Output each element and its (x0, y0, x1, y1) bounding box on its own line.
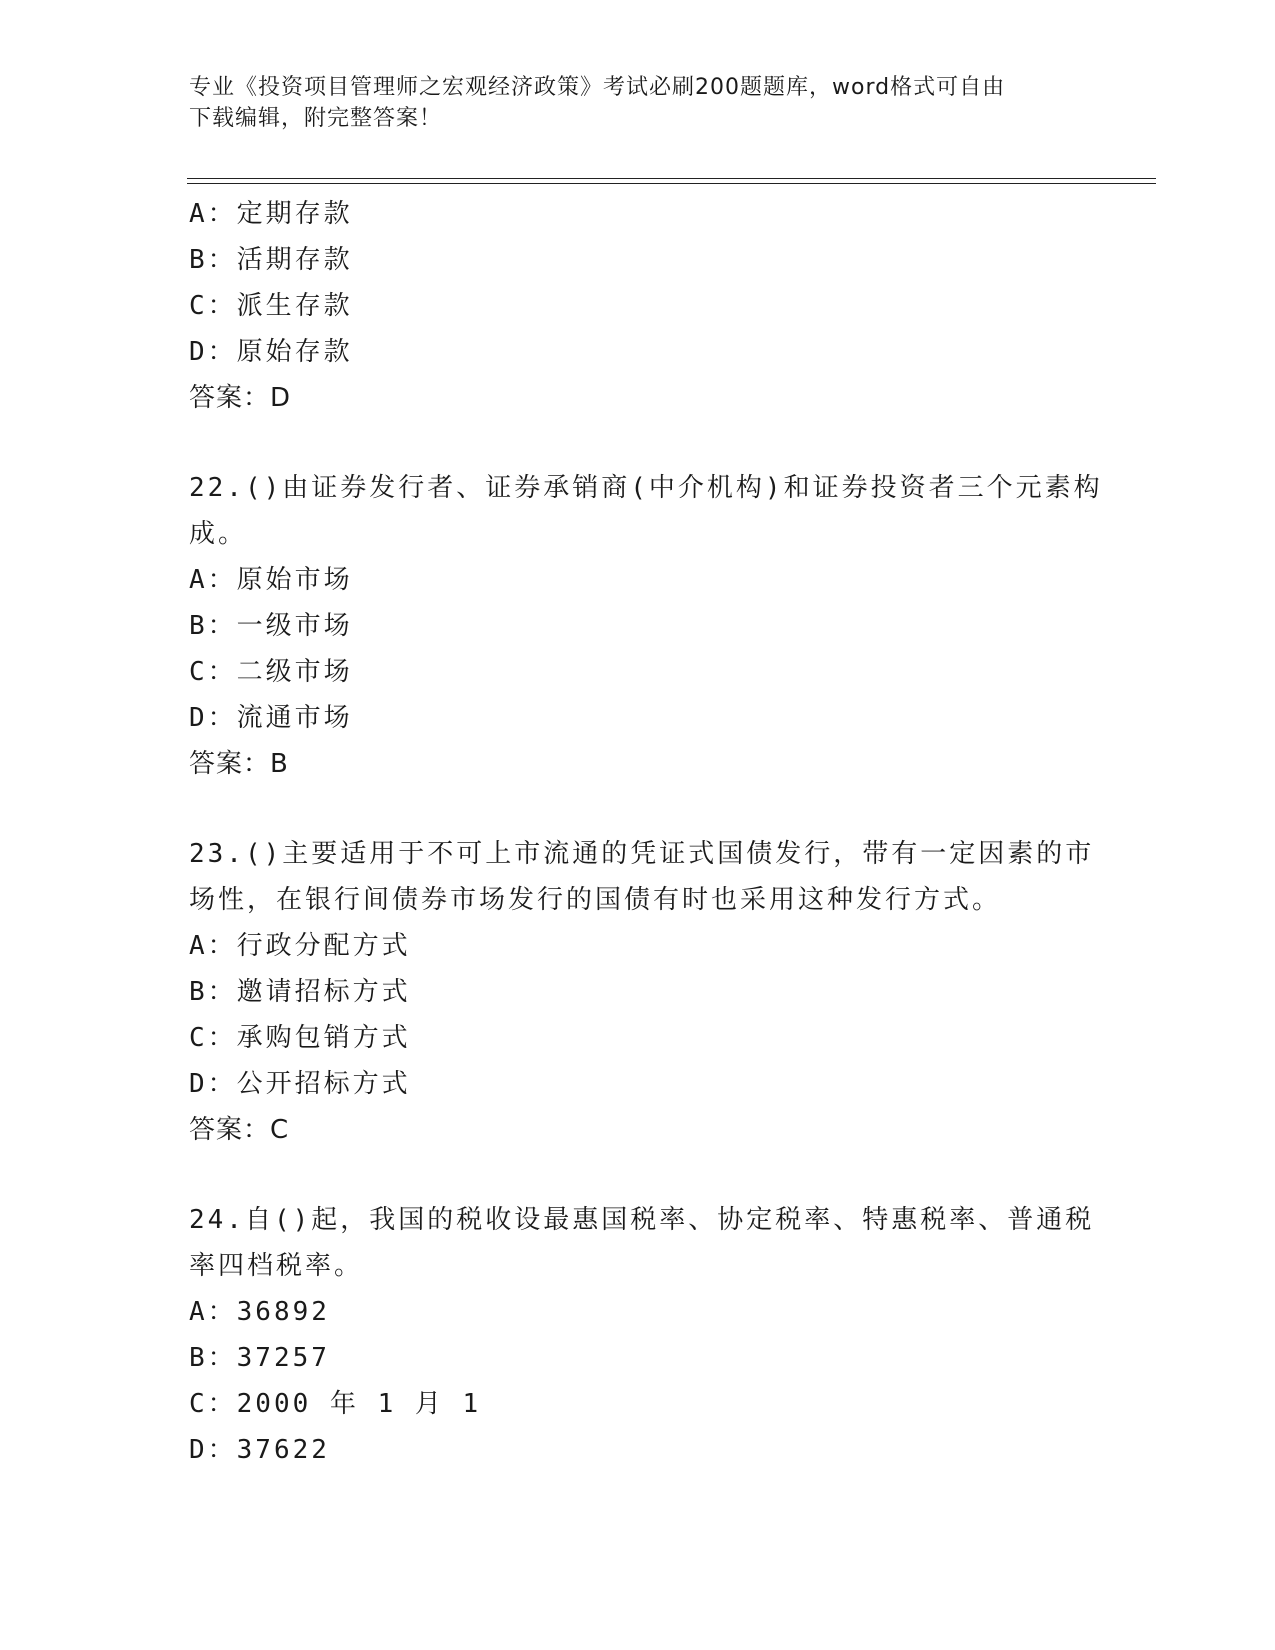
header-divider-top (187, 178, 1156, 179)
answer: 答案：B (189, 749, 289, 779)
option-d: D：公开招标方式 (189, 1069, 411, 1099)
option-d: D：流通市场 (189, 703, 353, 733)
option-d: D：37622 (189, 1435, 330, 1465)
question-21 (189, 191, 1089, 421)
question-text-line-1: 23.()主要适用于不可上市流通的凭证式国债发行，带有一定因素的市 (189, 839, 1095, 869)
option-a: A：定期存款 (189, 199, 353, 229)
question-23 (189, 831, 1095, 1153)
question-text-line-1: 22.()由证券发行者、证券承销商(中介机构)和证券投资者三个元素构 (189, 473, 1103, 503)
question-list (189, 191, 1103, 1473)
option-d: D：原始存款 (189, 337, 353, 367)
option-b: B：37257 (189, 1343, 330, 1373)
option-c: C：派生存款 (189, 291, 353, 321)
answer: 答案：C (189, 1115, 290, 1145)
document-header (189, 72, 1089, 134)
option-c: C：2000 年 1 月 1 (189, 1389, 482, 1419)
option-a: A：36892 (189, 1297, 330, 1327)
option-b: B：活期存款 (189, 245, 353, 275)
question-22 (189, 465, 1103, 787)
option-c: C：承购包销方式 (189, 1023, 411, 1053)
header-divider-bottom (187, 183, 1156, 184)
option-c: C：二级市场 (189, 657, 353, 687)
option-b: B：邀请招标方式 (189, 977, 411, 1007)
question-24 (189, 1197, 1095, 1473)
question-text-line-1: 24.自()起，我国的税收设最惠国税率、协定税率、特惠税率、普通税 (189, 1205, 1095, 1235)
question-text-line-2: 率四档税率。 (189, 1251, 364, 1281)
option-a: A：原始市场 (189, 565, 353, 595)
header-line-2: 下载编辑，附完整答案！ (189, 106, 443, 131)
option-a: A：行政分配方式 (189, 931, 411, 961)
answer: 答案：D (189, 383, 292, 413)
question-text-line-2: 场性，在银行间债券市场发行的国债有时也采用这种发行方式。 (189, 885, 1002, 915)
question-text-line-2: 成。 (189, 519, 248, 549)
header-line-1: 专业《投资项目管理师之宏观经济政策》考试必刷200题题库，word格式可自由 (189, 75, 1006, 100)
option-b: B：一级市场 (189, 611, 353, 641)
